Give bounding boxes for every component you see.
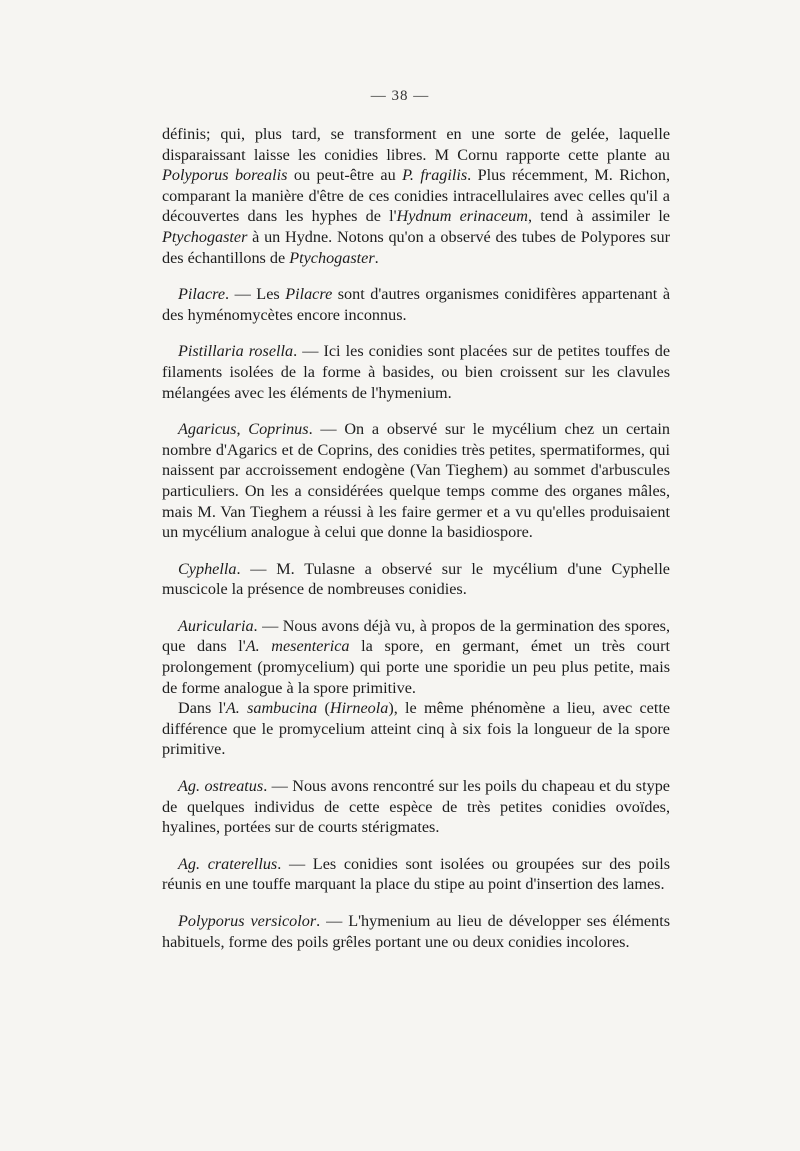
text-run: . <box>374 248 379 267</box>
paragraph-cyphella <box>162 559 670 600</box>
text-run: . — M. Tulasne a observé sur le mycélium d'une Cyphelle muscicole la présence de nombreuses conidies. <box>162 559 670 599</box>
text-run: . — Ici les conidies sont placées sur de petites touffes de filaments isolées de la forme à basides, ou bien croissent sur les clavules mélangées avec les éléments de l'hymenium. <box>162 342 670 402</box>
taxon-name: Polyporus borealis <box>162 166 288 185</box>
paragraph-intro <box>162 124 670 268</box>
text-run: définis; qui, plus tard, se transforment en une sorte de gelée, laquelle disparaissant laisse les conidies libres. M Cornu rapporte cette plante au <box>162 125 670 164</box>
taxon-name: Pilacre <box>285 285 333 304</box>
paragraph-pilacre <box>162 284 670 325</box>
text-run: . — Les conidies sont isolées ou groupées sur des poils réunis en une touffe marquant la place du stipe au point d'insertion des lames. <box>162 854 670 894</box>
taxon-name: Ag. ostreatus <box>178 777 264 796</box>
text-run: , <box>236 420 249 439</box>
paragraph-auricularia <box>162 616 670 698</box>
text-run: sont d'autres organismes conidifères appartenant à des hyménomycètes encore inconnus. <box>162 285 671 324</box>
taxon-name: Ptychogaster <box>289 248 375 267</box>
paragraph-sambucina <box>162 698 670 760</box>
paragraph-craterellus <box>162 854 670 895</box>
taxon-name: Coprinus <box>248 420 309 439</box>
text-run: . — L'hymenium au lieu de développer ses éléments habituels, forme des poils grêles portant une ou deux conidies incolores. <box>162 912 670 951</box>
text-run: . — On a observé sur le mycélium chez un certain nombre d'Agarics et de Coprins, des conidies très petites, spermatiformes, qui naissent par accroissement endogène (Van Tieghem) au sommet d'arbuscules particuliers. On les a considérées quelque temps comme des organes mâles, mais M. Van Tieghem a réussi à les faire germer et a vu qu'elles produisaient un mycélium analogue à celui que donne la basidiospore. <box>162 420 670 542</box>
taxon-name: P. fragilis <box>402 166 468 185</box>
paragraph-pistillaria <box>162 341 670 403</box>
text-run: ou peut-être au <box>287 166 403 185</box>
taxon-name: Hirneola <box>329 699 389 718</box>
taxon-name: Ag. craterellus <box>178 854 278 873</box>
text-run: , tend à assimiler le <box>527 207 670 226</box>
text-run: Dans l' <box>178 699 226 718</box>
text-run: . — Nous avons déjà vu, à propos de la germination des spores, que dans l' <box>162 616 670 656</box>
paragraph-ostreatus <box>162 776 670 838</box>
taxon-name: Hydnum erinaceum <box>396 207 528 226</box>
taxon-name: Cyphella <box>178 559 237 578</box>
taxon-name: Ptychogaster <box>162 227 248 246</box>
text-run: la spore, en germant, émet un très court prolongement (promycelium) qui porte une sporidie un peu plus petite, mais de forme analogue à la spore primitive. <box>162 637 670 697</box>
taxon-name: Auricularia <box>178 616 254 635</box>
taxon-name: Agaricus <box>178 420 237 439</box>
page-number: — 38 — <box>370 88 430 104</box>
paragraph-agaricus <box>162 419 670 543</box>
text-run: ), le même phénomène a lieu, avec cette différence que le promycelium atteint cinq à six fois la longueur de la spore primitive. <box>162 699 671 759</box>
paragraph-polyporus <box>162 911 670 952</box>
taxon-name: Pilacre <box>178 285 226 304</box>
text-run: . — Nous avons rencontré sur les poils du chapeau et du stype de quelques individus de cette espèce de très petites conidies ovoïdes, hyalines, portées sur de courts stérigmates. <box>162 777 670 837</box>
text-run: à un Hydne. Notons qu'on a observé des tubes de Polypores sur des échantillons de <box>162 227 670 267</box>
text-run: . — Les <box>225 285 286 304</box>
text-run: . Plus récemment, M. Richon, comparant la manière d'être de ces conidies intracellulaires avec celles qu'il a découvertes dans les hyphes de l' <box>162 166 671 226</box>
taxon-name: A. mesenterica <box>245 637 350 656</box>
text-run: ( <box>317 699 330 718</box>
taxon-name: A. sambucina <box>225 699 318 718</box>
body-text <box>162 124 670 952</box>
taxon-name: Polyporus versicolor <box>178 912 317 930</box>
taxon-name: Pistillaria rosella <box>178 342 294 361</box>
